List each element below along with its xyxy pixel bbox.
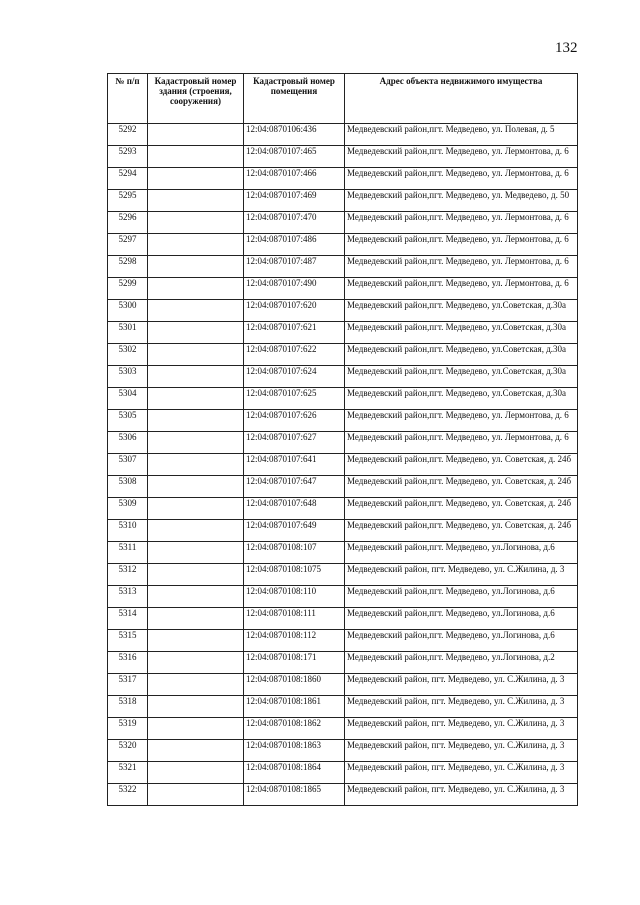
room-cadastral-cell: 12:04:0870108:1860 [244,674,345,696]
address-cell: Медведевский район,пгт. Медведево, ул. Медведево, д. 50 [345,190,578,212]
room-cadastral-cell: 12:04:0870107:465 [244,146,345,168]
row-number-cell: 5318 [108,696,148,718]
header-room-cadastral: Кадастровый номер помещения [244,74,345,124]
row-number-cell: 5305 [108,410,148,432]
row-number-cell: 5319 [108,718,148,740]
room-cadastral-cell: 12:04:0870107:469 [244,190,345,212]
table-row [108,674,578,696]
room-cadastral-cell: 12:04:0870108:1865 [244,784,345,806]
building-cadastral-cell [148,124,244,146]
address-cell: Медведевский район,пгт. Медведево, ул. Лермонтова, д. 6 [345,278,578,300]
building-cadastral-cell [148,388,244,410]
room-cadastral-cell: 12:04:0870107:625 [244,388,345,410]
table-row [108,454,578,476]
building-cadastral-cell [148,256,244,278]
building-cadastral-cell [148,784,244,806]
address-cell: Медведевский район,пгт. Медведево, ул. Лермонтова, д. 6 [345,410,578,432]
address-cell: Медведевский район,пгт. Медведево, ул. Полевая, д. 5 [345,124,578,146]
row-number-cell: 5321 [108,762,148,784]
table-row [108,410,578,432]
row-number-cell: 5301 [108,322,148,344]
row-number-cell: 5303 [108,366,148,388]
address-cell: Медведевский район,пгт. Медведево, ул. Лермонтова, д. 6 [345,234,578,256]
room-cadastral-cell: 12:04:0870107:626 [244,410,345,432]
address-cell: Медведевский район,пгт. Медведево, ул. Лермонтова, д. 6 [345,432,578,454]
row-number-cell: 5320 [108,740,148,762]
building-cadastral-cell [148,696,244,718]
building-cadastral-cell [148,630,244,652]
address-cell: Медведевский район, пгт. Медведево, ул. С.Жилина, д. 3 [345,674,578,696]
table-row [108,608,578,630]
row-number-cell: 5294 [108,168,148,190]
room-cadastral-cell: 12:04:0870107:624 [244,366,345,388]
row-number-cell: 5306 [108,432,148,454]
room-cadastral-cell: 12:04:0870106:436 [244,124,345,146]
page-number: 132 [555,40,578,56]
row-number-cell: 5316 [108,652,148,674]
table-row [108,630,578,652]
address-cell: Медведевский район,пгт. Медведево, ул.Логинова, д.6 [345,608,578,630]
building-cadastral-cell [148,410,244,432]
room-cadastral-cell: 12:04:0870107:486 [244,234,345,256]
table-row [108,718,578,740]
room-cadastral-cell: 12:04:0870107:621 [244,322,345,344]
address-cell: Медведевский район,пгт. Медведево, ул.Логинова, д.2 [345,652,578,674]
room-cadastral-cell: 12:04:0870107:649 [244,520,345,542]
address-cell: Медведевский район,пгт. Медведево, ул.Логинова, д.6 [345,630,578,652]
address-cell: Медведевский район,пгт. Медведево, ул.Советская, д.30а [345,322,578,344]
room-cadastral-cell: 12:04:0870107:648 [244,498,345,520]
building-cadastral-cell [148,366,244,388]
row-number-cell: 5314 [108,608,148,630]
table-body [108,124,578,806]
row-number-cell: 5298 [108,256,148,278]
row-number-cell: 5295 [108,190,148,212]
building-cadastral-cell [148,344,244,366]
table-row [108,476,578,498]
row-number-cell: 5315 [108,630,148,652]
address-cell: Медведевский район,пгт. Медведево, ул. Лермонтова, д. 6 [345,256,578,278]
table-row [108,564,578,586]
table-row [108,762,578,784]
table-row [108,278,578,300]
building-cadastral-cell [148,564,244,586]
building-cadastral-cell [148,608,244,630]
row-number-cell: 5302 [108,344,148,366]
building-cadastral-cell [148,432,244,454]
row-number-cell: 5307 [108,454,148,476]
address-cell: Медведевский район, пгт. Медведево, ул. С.Жилина, д. 3 [345,740,578,762]
address-cell: Медведевский район,пгт. Медведево, ул. Лермонтова, д. 6 [345,212,578,234]
address-cell: Медведевский район,пгт. Медведево, ул.Логинова, д.6 [345,542,578,564]
room-cadastral-cell: 12:04:0870108:110 [244,586,345,608]
property-table [107,73,578,806]
table-row [108,124,578,146]
row-number-cell: 5309 [108,498,148,520]
building-cadastral-cell [148,542,244,564]
address-cell: Медведевский район, пгт. Медведево, ул. С.Жилина, д. 3 [345,784,578,806]
row-number-cell: 5300 [108,300,148,322]
row-number-cell: 5310 [108,520,148,542]
building-cadastral-cell [148,520,244,542]
room-cadastral-cell: 12:04:0870108:111 [244,608,345,630]
building-cadastral-cell [148,762,244,784]
row-number-cell: 5297 [108,234,148,256]
row-number-cell: 5322 [108,784,148,806]
table-row [108,344,578,366]
row-number-cell: 5299 [108,278,148,300]
table-row [108,190,578,212]
building-cadastral-cell [148,146,244,168]
row-number-cell: 5313 [108,586,148,608]
room-cadastral-cell: 12:04:0870108:1861 [244,696,345,718]
building-cadastral-cell [148,586,244,608]
building-cadastral-cell [148,234,244,256]
room-cadastral-cell: 12:04:0870107:470 [244,212,345,234]
room-cadastral-cell: 12:04:0870108:1075 [244,564,345,586]
row-number-cell: 5304 [108,388,148,410]
room-cadastral-cell: 12:04:0870107:620 [244,300,345,322]
table-row [108,256,578,278]
address-cell: Медведевский район, пгт. Медведево, ул. С.Жилина, д. 3 [345,762,578,784]
room-cadastral-cell: 12:04:0870107:647 [244,476,345,498]
building-cadastral-cell [148,498,244,520]
address-cell: Медведевский район,пгт. Медведево, ул. Советская, д. 24б [345,498,578,520]
address-cell: Медведевский район,пгт. Медведево, ул.Советская, д.30а [345,388,578,410]
building-cadastral-cell [148,718,244,740]
room-cadastral-cell: 12:04:0870107:641 [244,454,345,476]
row-number-cell: 5292 [108,124,148,146]
table-row [108,652,578,674]
table-row [108,542,578,564]
room-cadastral-cell: 12:04:0870107:490 [244,278,345,300]
building-cadastral-cell [148,652,244,674]
building-cadastral-cell [148,740,244,762]
table-row [108,586,578,608]
building-cadastral-cell [148,476,244,498]
table-row [108,168,578,190]
room-cadastral-cell: 12:04:0870108:1863 [244,740,345,762]
room-cadastral-cell: 12:04:0870107:487 [244,256,345,278]
address-cell: Медведевский район,пгт. Медведево, ул.Логинова, д.6 [345,586,578,608]
building-cadastral-cell [148,300,244,322]
address-cell: Медведевский район,пгт. Медведево, ул.Советская, д.30а [345,300,578,322]
room-cadastral-cell: 12:04:0870108:1864 [244,762,345,784]
room-cadastral-cell: 12:04:0870107:466 [244,168,345,190]
address-cell: Медведевский район,пгт. Медведево, ул.Советская, д.30а [345,344,578,366]
row-number-cell: 5317 [108,674,148,696]
building-cadastral-cell [148,322,244,344]
table-row [108,696,578,718]
header-number: № п/п [108,74,148,124]
table-header [108,74,578,124]
row-number-cell: 5296 [108,212,148,234]
room-cadastral-cell: 12:04:0870107:627 [244,432,345,454]
address-cell: Медведевский район, пгт. Медведево, ул. С.Жилина, д. 3 [345,718,578,740]
table-row [108,520,578,542]
table-row [108,388,578,410]
table-row [108,498,578,520]
address-cell: Медведевский район,пгт. Медведево, ул. Советская, д. 24б [345,520,578,542]
table-row [108,300,578,322]
address-cell: Медведевский район, пгт. Медведево, ул. С.Жилина, д. 3 [345,564,578,586]
table-row [108,366,578,388]
table-row [108,740,578,762]
table-row [108,234,578,256]
table-row [108,212,578,234]
room-cadastral-cell: 12:04:0870108:112 [244,630,345,652]
address-cell: Медведевский район, пгт. Медведево, ул. С.Жилина, д. 3 [345,696,578,718]
room-cadastral-cell: 12:04:0870108:171 [244,652,345,674]
row-number-cell: 5311 [108,542,148,564]
address-cell: Медведевский район,пгт. Медведево, ул. Лермонтова, д. 6 [345,146,578,168]
building-cadastral-cell [148,278,244,300]
address-cell: Медведевский район,пгт. Медведево, ул. Лермонтова, д. 6 [345,168,578,190]
table-row [108,432,578,454]
address-cell: Медведевский район,пгт. Медведево, ул. Советская, д. 24б [345,476,578,498]
address-cell: Медведевский район,пгт. Медведево, ул.Советская, д.30а [345,366,578,388]
building-cadastral-cell [148,168,244,190]
table-row [108,322,578,344]
building-cadastral-cell [148,454,244,476]
building-cadastral-cell [148,674,244,696]
header-address: Адрес объекта недвижимого имущества [345,74,578,124]
table-row [108,146,578,168]
row-number-cell: 5308 [108,476,148,498]
building-cadastral-cell [148,190,244,212]
room-cadastral-cell: 12:04:0870107:622 [244,344,345,366]
header-row [108,74,578,124]
header-building-cadastral: Кадастровый номер здания (строения, сооружения) [148,74,244,124]
address-cell: Медведевский район,пгт. Медведево, ул. Советская, д. 24б [345,454,578,476]
table-row [108,784,578,806]
row-number-cell: 5293 [108,146,148,168]
room-cadastral-cell: 12:04:0870108:107 [244,542,345,564]
building-cadastral-cell [148,212,244,234]
room-cadastral-cell: 12:04:0870108:1862 [244,718,345,740]
row-number-cell: 5312 [108,564,148,586]
